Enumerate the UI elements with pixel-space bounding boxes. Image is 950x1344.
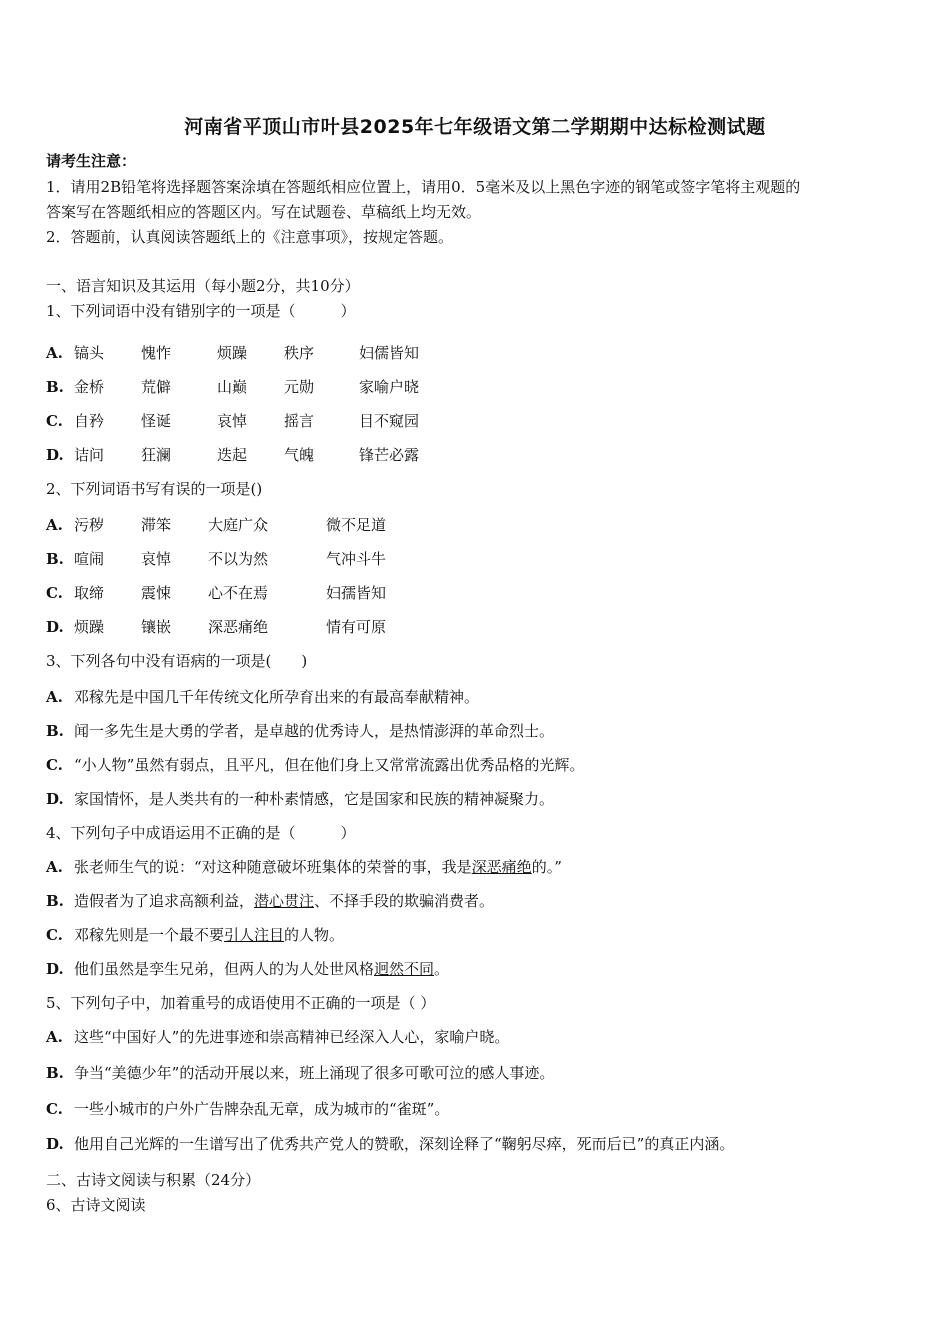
q1-a-word: 烦躁: [217, 344, 248, 362]
section-2-heading: 二、古诗文阅读与积累（24分）: [46, 1171, 261, 1189]
q2-d-word: 情有可原: [326, 618, 387, 636]
question-4-stem: 4、下列句子中成语运用不正确的是（ ）: [46, 824, 356, 842]
option-label: A.: [46, 344, 63, 362]
q1-option-c: [46, 411, 74, 431]
option-label: D.: [46, 1135, 64, 1153]
q1-d-word: 气魄: [284, 446, 315, 464]
q2-b-word: 气冲斗牛: [326, 550, 387, 568]
q2-b-word: 哀悼: [141, 550, 172, 568]
option-text-post: 的人物。: [284, 926, 345, 944]
q1-c-word: 目不窥园: [359, 412, 420, 430]
q1-c-word: 自矜: [74, 412, 105, 430]
q2-a-word: 滞笨: [141, 516, 172, 534]
option-label: C.: [46, 756, 63, 774]
q1-b-word: 荒僻: [141, 378, 172, 396]
q2-option-b: [46, 549, 74, 569]
q1-d-word: 诘问: [74, 446, 105, 464]
q4-option-d: [46, 959, 449, 979]
q1-option-d: [46, 445, 74, 465]
q2-b-word: 喧闹: [74, 550, 105, 568]
option-text: 他用自己光辉的一生谱写出了优秀共产党人的赞歌，深刻诠释了“鞠躬尽瘁，死而后已”的真正内涵。: [74, 1135, 735, 1153]
option-text-post: 。: [434, 960, 450, 978]
option-text-pre: 张老师生气的说：“对这种随意破坏班集体的荣誉的事，我是: [74, 858, 472, 876]
option-label: C.: [46, 584, 63, 602]
option-label: B.: [46, 550, 64, 568]
option-label: C.: [46, 926, 63, 944]
q2-c-word: 心不在焉: [208, 584, 269, 602]
option-text-post: 、不择手段的欺骗消费者。: [314, 892, 495, 910]
q5-option-d: [46, 1134, 734, 1154]
option-text-pre: 他们虽然是孪生兄弟，但两人的为人处世风格: [74, 960, 375, 978]
option-text: 家国情怀，是人类共有的一种朴素情感，它是国家和民族的精神凝聚力。: [74, 790, 555, 808]
option-text: “小人物”虽然有弱点，且平凡，但在他们身上又常常流露出优秀品格的光辉。: [74, 756, 585, 774]
q2-a-word: 污秽: [74, 516, 105, 534]
q2-a-word: 大庭广众: [208, 516, 269, 534]
q1-c-word: 怪诞: [141, 412, 172, 430]
q1-d-word: 迭起: [217, 446, 248, 464]
document-title: 河南省平顶山市叶县2025年七年级语文第二学期期中达标检测试题: [184, 116, 766, 138]
q1-c-word: 哀悼: [217, 412, 248, 430]
option-label: D.: [46, 790, 64, 808]
q1-option-a: [46, 343, 74, 363]
q1-b-word: 山巅: [217, 378, 248, 396]
option-label: D.: [46, 960, 64, 978]
q1-c-word: 摇言: [284, 412, 315, 430]
underlined-idiom: 引人注目: [224, 926, 285, 944]
q2-b-word: 不以为然: [208, 550, 269, 568]
option-text: 闻一多先生是大勇的学者，是卓越的优秀诗人，是热情澎湃的革命烈士。: [74, 722, 555, 740]
q1-d-word: 狂澜: [141, 446, 172, 464]
q2-d-word: 烦躁: [74, 618, 105, 636]
question-6-stem: 6、古诗文阅读: [46, 1196, 146, 1214]
q1-b-word: 家喻户晓: [359, 378, 420, 396]
notice-heading: 请考生注意：: [46, 152, 137, 170]
q5-option-c: [46, 1099, 449, 1119]
q4-option-c: [46, 925, 344, 945]
q1-a-word: 愧怍: [141, 344, 172, 362]
option-text: 争当“美德少年”的活动开展以来，班上涌现了很多可歌可泣的感人事迹。: [74, 1064, 555, 1082]
option-label: A.: [46, 858, 63, 876]
notice-item-2: 2．答题前，认真阅读答题纸上的《注意事项》，按规定答题。: [46, 228, 454, 246]
option-text: 邓稼先是中国几千年传统文化所孕育出来的有最高奉献精神。: [74, 688, 480, 706]
question-1-stem: 1、下列词语中没有错别字的一项是（ ）: [46, 302, 356, 320]
option-label: B.: [46, 892, 64, 910]
question-2-stem: 2、下列词语书写有误的一项是(): [46, 480, 263, 498]
q3-option-d: [46, 789, 554, 809]
q2-option-a: [46, 515, 74, 535]
q2-c-word: 震悚: [141, 584, 172, 602]
q3-option-a: [46, 687, 479, 707]
q3-option-c: [46, 755, 584, 775]
underlined-idiom: 深恶痛绝: [471, 858, 532, 876]
q2-option-d: [46, 617, 74, 637]
q5-option-b: [46, 1063, 554, 1083]
question-5-stem: 5、下列句子中，加着重号的成语使用不正确的一项是（ ）: [46, 994, 436, 1012]
q2-d-word: 镶嵌: [141, 618, 172, 636]
q2-d-word: 深恶痛绝: [208, 618, 269, 636]
option-label: A.: [46, 1028, 63, 1046]
option-label: C.: [46, 412, 63, 430]
option-label: A.: [46, 516, 63, 534]
q1-a-word: 镐头: [74, 344, 105, 362]
q2-a-word: 微不足道: [326, 516, 387, 534]
option-label: C.: [46, 1100, 63, 1118]
q1-a-word: 妇儒皆知: [359, 344, 420, 362]
q1-d-word: 锋芒必露: [359, 446, 420, 464]
q2-option-c: [46, 583, 74, 603]
option-text-pre: 邓稼先则是一个最不要: [74, 926, 225, 944]
underlined-idiom: 潜心贯注: [254, 892, 315, 910]
section-1-heading: 一、语言知识及其运用（每小题2分，共10分）: [46, 277, 360, 295]
option-text: 这些“中国好人”的先进事迹和崇高精神已经深入人心，家喻户晓。: [74, 1028, 510, 1046]
option-label: B.: [46, 722, 64, 740]
notice-item-1-line-1: 1．请用2B铅笔将选择题答案涂填在答题纸相应位置上，请用0．5毫米及以上黑色字迹的钢笔或签字笔将主观题的: [46, 178, 801, 196]
q1-option-b: [46, 377, 74, 397]
option-text: 一些小城市的户外广告牌杂乱无章，成为城市的“雀斑”。: [74, 1100, 450, 1118]
q1-a-word: 秩序: [284, 344, 315, 362]
question-3-stem: 3、下列各句中没有语病的一项是( ): [46, 652, 308, 670]
option-label: B.: [46, 1064, 64, 1082]
q4-option-a: [46, 857, 562, 877]
q1-b-word: 元勋: [284, 378, 315, 396]
q4-option-b: [46, 891, 494, 911]
underlined-idiom: 迥然不同: [374, 960, 435, 978]
option-label: D.: [46, 618, 64, 636]
option-label: A.: [46, 688, 63, 706]
q1-b-word: 金桥: [74, 378, 105, 396]
option-text-pre: 造假者为了追求高额利益，: [74, 892, 255, 910]
q5-option-a: [46, 1027, 509, 1047]
option-label: B.: [46, 378, 64, 396]
option-text-post: 的。”: [531, 858, 562, 876]
q3-option-b: [46, 721, 554, 741]
q2-c-word: 取缔: [74, 584, 105, 602]
option-label: D.: [46, 446, 64, 464]
notice-item-1-line-2: 答案写在答题纸相应的答题区内。写在试题卷、草稿纸上均无效。: [46, 203, 482, 221]
q2-c-word: 妇孺皆知: [326, 584, 387, 602]
